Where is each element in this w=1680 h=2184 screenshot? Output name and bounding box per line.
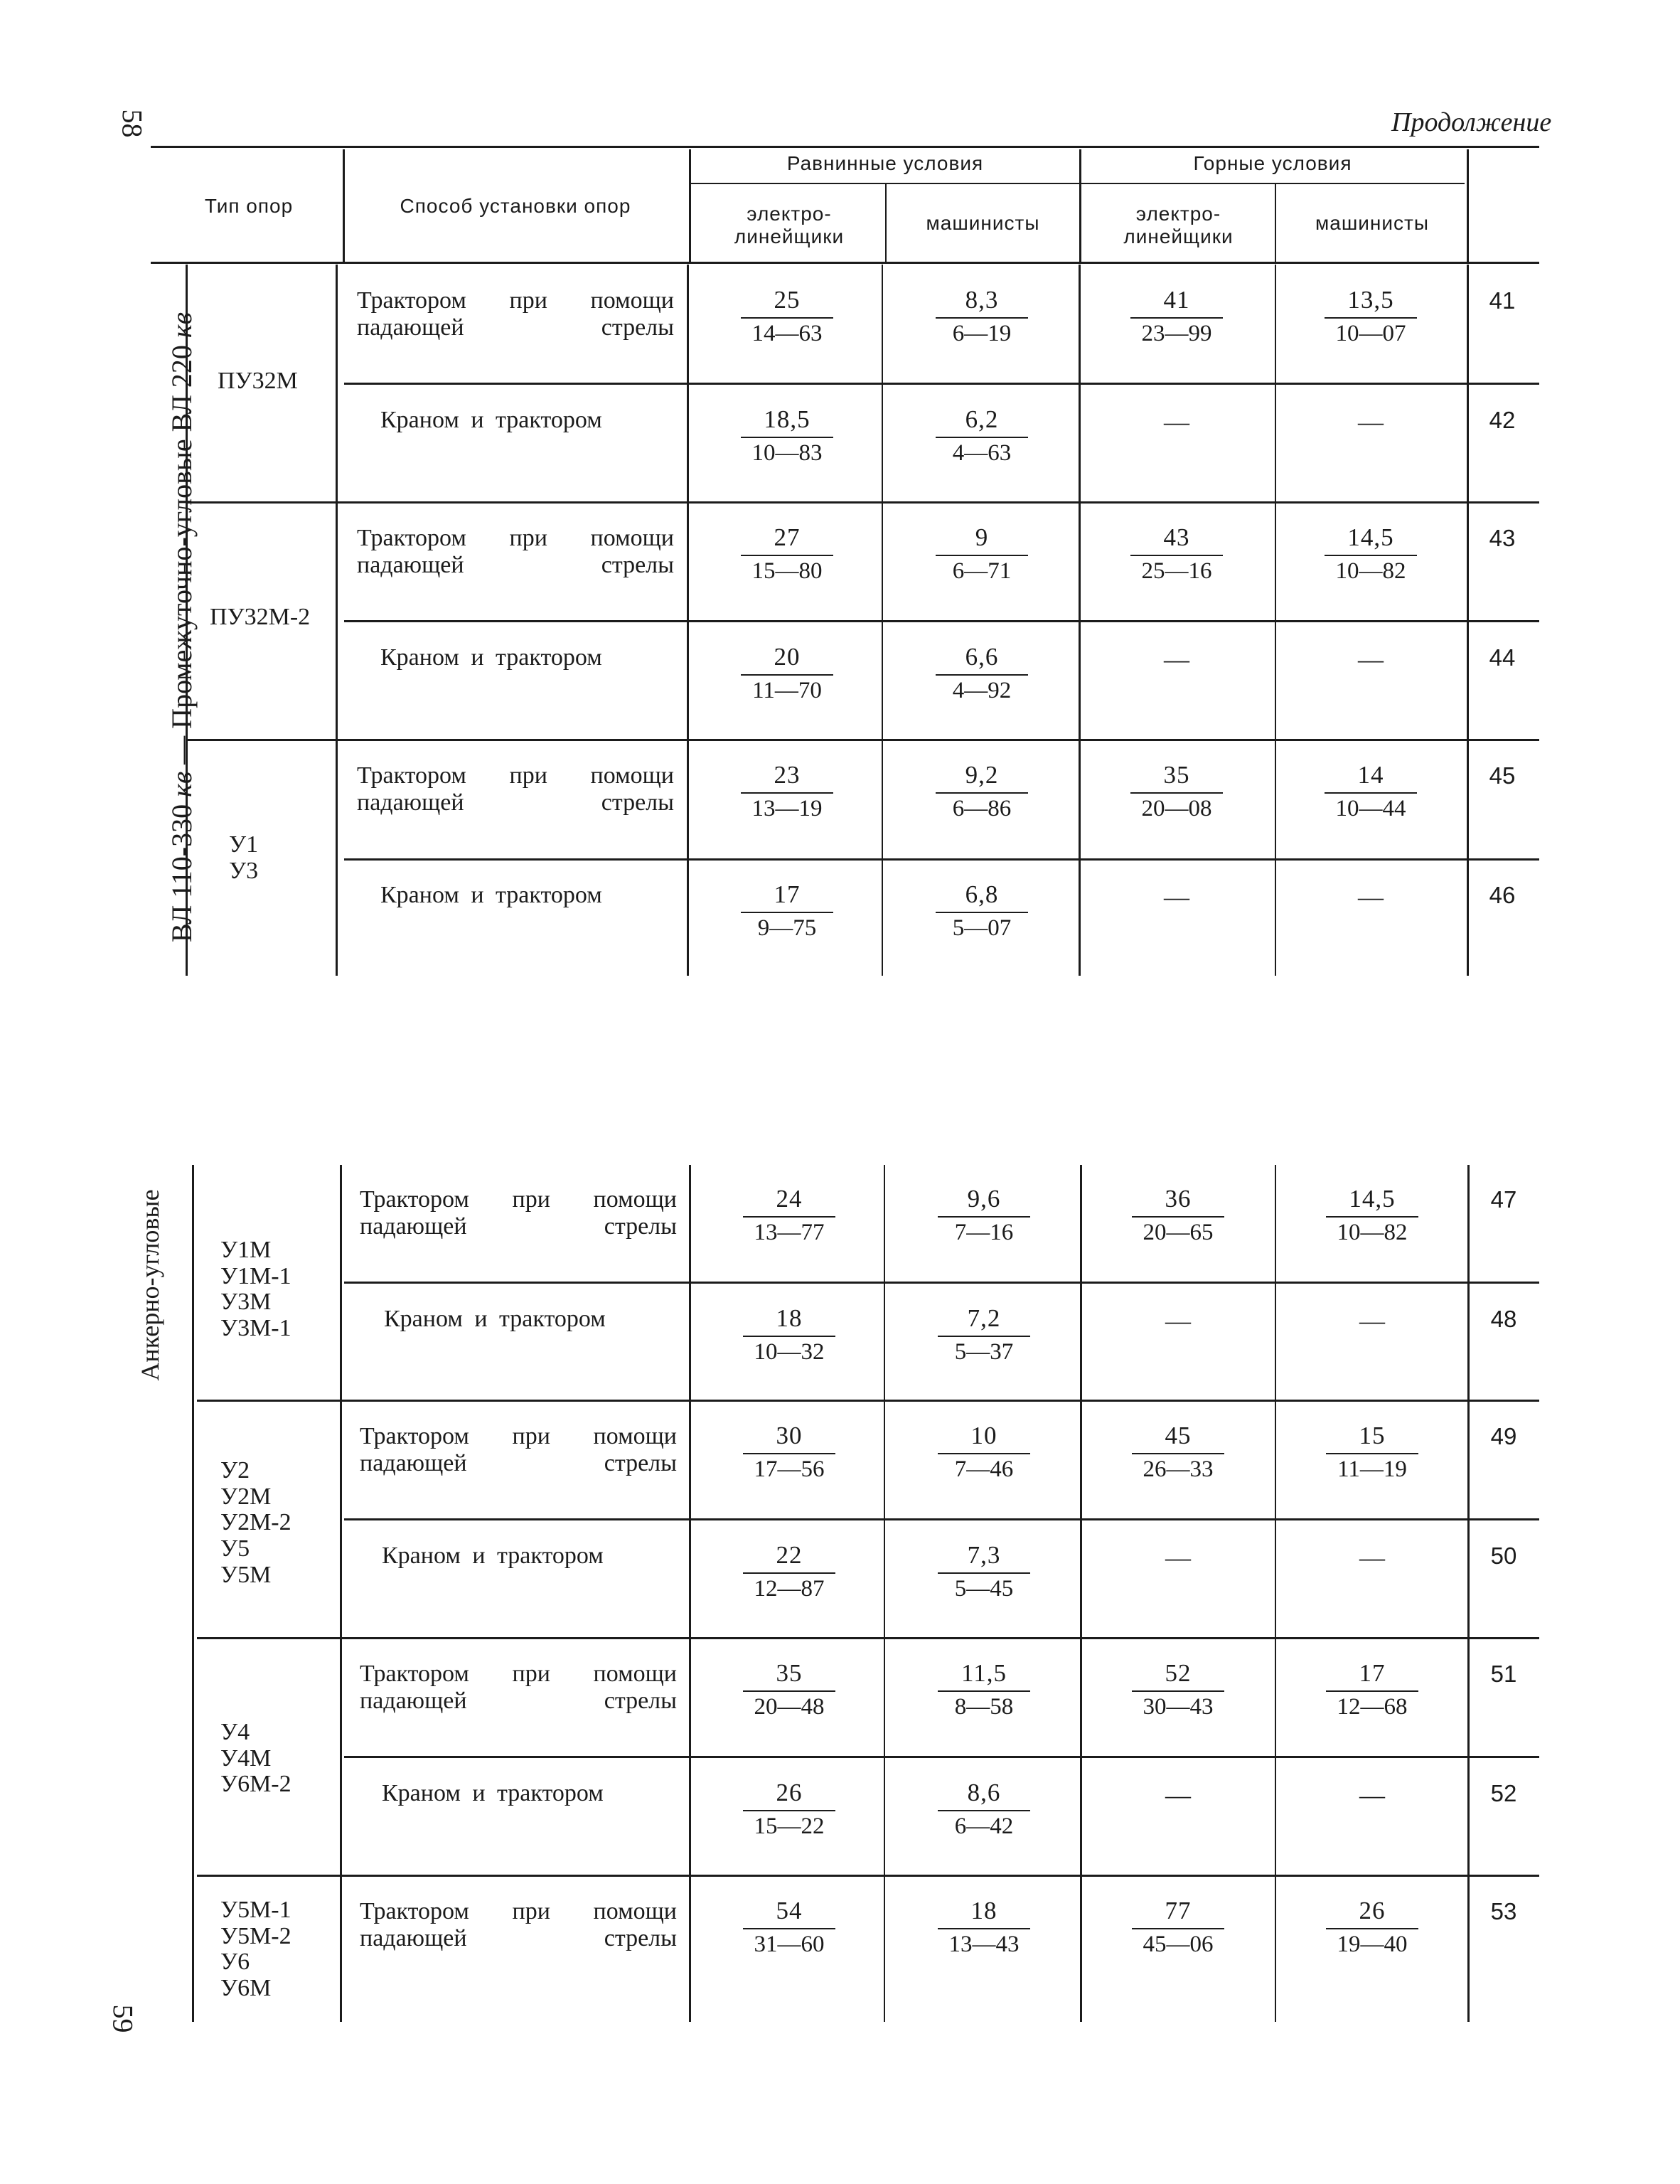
mountain-linemen-value: 35 20—08 <box>1127 761 1226 822</box>
header-type-of-support: Тип опор <box>204 195 294 217</box>
page-number-bottom: 59 <box>107 2004 139 2033</box>
support-type: У5М-1 У5М-2 У6 У6М <box>220 1897 291 2002</box>
plain-machinists-value: 9,2 6—86 <box>932 761 1032 822</box>
mountain-linemen-value: 77 45—06 <box>1128 1897 1228 1958</box>
header-plain-conditions: Равнинные условия <box>786 152 984 174</box>
mountain-linemen-value: 52 30—43 <box>1128 1659 1228 1720</box>
installation-method: Трактором при помощи падающей стрелы <box>360 1186 677 1240</box>
header-mountain-machinists: машинисты <box>1315 212 1429 234</box>
mountain-linemen-value: 45 26—33 <box>1128 1422 1228 1483</box>
plain-linemen-value: 27 15—80 <box>737 523 837 585</box>
plain-linemen-value: 35 20—48 <box>739 1659 839 1720</box>
header-mountain-linemen: электро- линейщики <box>1123 203 1234 248</box>
plain-machinists-value: 8,3 6—19 <box>932 286 1032 347</box>
plain-linemen-value: 17 9—75 <box>737 880 837 942</box>
installation-method: Трактором при помощи падающей стрелы <box>357 762 674 816</box>
installation-method: Трактором при помощи падающей стрелы <box>360 1423 677 1477</box>
support-type: У2 У2М У2М-2 У5 У5М <box>220 1457 291 1588</box>
page-number-top: 58 <box>116 109 149 138</box>
installation-method: Краном и трактором <box>380 644 602 671</box>
mountain-linemen-value: — <box>1164 407 1189 436</box>
row-number: 44 <box>1489 644 1516 671</box>
mountain-linemen-value: — <box>1164 645 1189 673</box>
plain-linemen-value: 25 14—63 <box>737 286 837 347</box>
row-number: 48 <box>1490 1306 1517 1332</box>
mountain-linemen-value: 41 23—99 <box>1127 286 1226 347</box>
mountain-linemen-value: — <box>1165 1543 1191 1572</box>
plain-machinists-value: 7,2 5—37 <box>934 1304 1034 1365</box>
row-number: 47 <box>1490 1186 1517 1213</box>
row-number: 42 <box>1489 407 1516 433</box>
plain-machinists-value: 9,6 7—16 <box>934 1185 1034 1246</box>
support-type: У1М У1М-1 У3М У3М-1 <box>220 1237 291 1342</box>
mountain-machinists-value: — <box>1358 883 1384 911</box>
installation-method: Краном и трактором <box>382 1780 604 1806</box>
section-label-intermediate-angle: ВЛ 110-330 кв — Промежуточно-угловые ВЛ 220 кв <box>166 312 198 943</box>
plain-linemen-value: 54 31—60 <box>739 1897 839 1958</box>
installation-method: Трактором при помощи падающей стрелы <box>357 287 674 341</box>
header-mountain-conditions: Горные условия <box>1193 152 1352 174</box>
mountain-machinists-value: 13,5 10—07 <box>1321 286 1420 347</box>
mountain-machinists-value: 15 11—19 <box>1322 1422 1422 1483</box>
installation-method: Трактором при помощи падающей стрелы <box>357 525 674 579</box>
plain-linemen-value: 18 10—32 <box>739 1304 839 1365</box>
row-number: 45 <box>1489 762 1516 789</box>
plain-machinists-value: 11,5 8—58 <box>934 1659 1034 1720</box>
plain-linemen-value: 23 13—19 <box>737 761 837 822</box>
row-number: 41 <box>1489 287 1516 314</box>
plain-linemen-value: 30 17—56 <box>739 1422 839 1483</box>
mountain-machinists-value: 14 10—44 <box>1321 761 1420 822</box>
plain-machinists-value: 8,6 6—42 <box>934 1779 1034 1840</box>
mountain-linemen-value: — <box>1164 883 1189 911</box>
row-number: 46 <box>1489 882 1516 908</box>
plain-machinists-value: 9 6—71 <box>932 523 1032 585</box>
mountain-machinists-value: 17 12—68 <box>1322 1659 1422 1720</box>
row-number: 43 <box>1489 525 1516 551</box>
plain-machinists-value: 6,8 5—07 <box>932 880 1032 942</box>
support-type: У4 У4М У6М-2 <box>220 1719 291 1798</box>
mountain-linemen-value: 36 20—65 <box>1128 1185 1228 1246</box>
header-installation-method: Способ установки опор <box>400 195 631 217</box>
plain-machinists-value: 18 13—43 <box>934 1897 1034 1958</box>
mountain-machinists-value: — <box>1359 1543 1385 1572</box>
mountain-linemen-value: — <box>1165 1781 1191 1809</box>
mountain-machinists-value: 14,5 10—82 <box>1322 1185 1422 1246</box>
installation-method: Трактором при помощи падающей стрелы <box>360 1898 677 1952</box>
mountain-machinists-value: — <box>1358 407 1384 436</box>
support-type: ПУ32М <box>218 368 298 394</box>
mountain-machinists-value: — <box>1359 1306 1385 1335</box>
plain-linemen-value: 18,5 10—83 <box>737 405 837 467</box>
section-label-anchor-angle: Анкерно-угловые <box>136 1189 164 1381</box>
row-number: 52 <box>1490 1780 1517 1806</box>
row-number: 49 <box>1490 1423 1517 1449</box>
row-number: 51 <box>1490 1661 1517 1687</box>
mountain-machinists-value: — <box>1359 1781 1385 1809</box>
installation-method: Краном и трактором <box>380 882 602 908</box>
mountain-machinists-value: 26 19—40 <box>1322 1897 1422 1958</box>
row-number: 53 <box>1490 1898 1517 1924</box>
plain-linemen-value: 22 12—87 <box>739 1541 839 1602</box>
installation-method: Краном и трактором <box>380 407 602 433</box>
continuation-label: Продолжение <box>1391 107 1552 137</box>
installation-method: Краном и трактором <box>384 1306 606 1332</box>
header-plain-machinists: машинисты <box>926 212 1040 234</box>
support-type: У1 У3 <box>229 831 259 884</box>
row-number: 50 <box>1490 1543 1517 1569</box>
header-plain-linemen: электро- линейщики <box>734 203 845 248</box>
installation-method: Краном и трактором <box>382 1543 604 1569</box>
plain-machinists-value: 6,2 4—63 <box>932 405 1032 467</box>
support-type: ПУ32М-2 <box>210 604 311 630</box>
plain-machinists-value: 10 7—46 <box>934 1422 1034 1483</box>
plain-linemen-value: 24 13—77 <box>739 1185 839 1246</box>
plain-machinists-value: 6,6 4—92 <box>932 643 1032 704</box>
plain-linemen-value: 26 15—22 <box>739 1779 839 1840</box>
mountain-machinists-value: — <box>1358 645 1384 673</box>
mountain-machinists-value: 14,5 10—82 <box>1321 523 1420 585</box>
mountain-linemen-value: — <box>1165 1306 1191 1335</box>
plain-machinists-value: 7,3 5—45 <box>934 1541 1034 1602</box>
installation-method: Трактором при помощи падающей стрелы <box>360 1661 677 1715</box>
mountain-linemen-value: 43 25—16 <box>1127 523 1226 585</box>
plain-linemen-value: 20 11—70 <box>737 643 837 704</box>
